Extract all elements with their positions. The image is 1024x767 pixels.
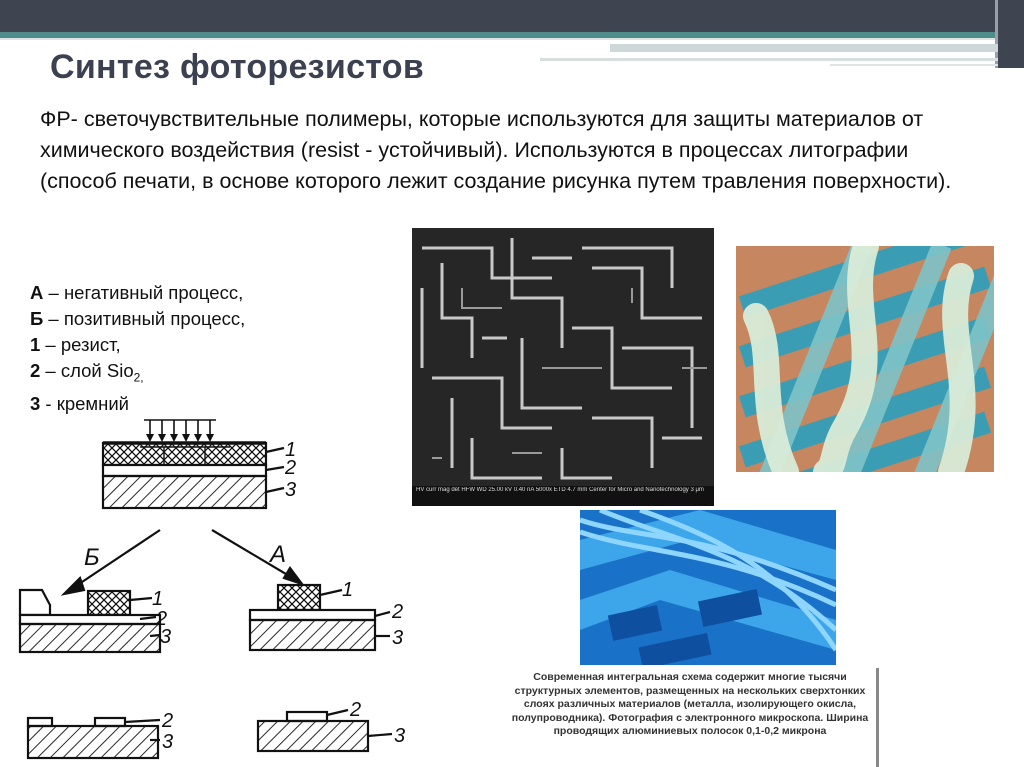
top-bar [0, 0, 1024, 32]
legend-item: 3 - кремний [30, 392, 130, 414]
label-3: 3 [394, 725, 406, 747]
label-3: 3 [392, 627, 404, 649]
photo-caption: Современная интегральная схема содержит многие тысячи структурных элементов, размещенных на нескольких сверхтонких слоях различных материалов (металла, изолирующего окисла, полупроводника). Фотография с электронного микроскопа. Ширина проводящих алюминиевых полосок 0,1-0,2 микрона [511, 671, 869, 737]
sem-info-bar: HV curr mag det HFW WD 25.00 kV 0.40 nA 5000x ETD 4.7 mm Center for Micro and Nanotechnology 3 μm [416, 487, 704, 493]
decor-stripe [540, 58, 998, 61]
label-1: 1 [152, 588, 164, 610]
label-1: 1 [342, 579, 354, 601]
slide-title: Синтез фоторезистов [50, 48, 425, 86]
label-2: 2 [392, 601, 404, 623]
scale-label: 3 μm [690, 487, 704, 493]
legend [30, 280, 245, 417]
intro-text: ФР- светочувствительные полимеры, которые используются для защиты материалов от химического воздействия (resist - устойчивый). Используются в процессах литографии (способ печати, в основе которого лежит создание рисунка путем травления поверхности). [40, 107, 952, 193]
label-2: 2 [162, 710, 174, 732]
label-2: 2 [156, 608, 168, 630]
label-2: 2 [350, 699, 362, 721]
photo-caption-box [500, 665, 880, 767]
label-a: А [270, 541, 287, 568]
legend-item: 2 – слой Sio$_{2,}$ [30, 360, 144, 385]
label-b: Б [84, 544, 100, 571]
sem-circuit-photo [412, 228, 714, 506]
label-3: 3 [162, 731, 174, 753]
label-3: 3 [160, 626, 172, 648]
color-sem-photo [736, 246, 994, 472]
legend-item: А – негативный процесс, [30, 282, 244, 303]
label-2: 2 [285, 457, 297, 479]
corner-block [998, 0, 1024, 68]
label-3: 3 [285, 479, 297, 501]
decor-stripe [610, 44, 998, 52]
blue-circuit-photo [580, 510, 836, 670]
legend-item: Б – позитивный процесс, [30, 308, 246, 329]
label-1: 1 [285, 439, 297, 461]
decor-stripe [830, 64, 998, 66]
caption-divider [876, 668, 879, 767]
legend-item: 1 – резист, [30, 334, 121, 355]
top-light-line [0, 38, 1024, 40]
lithography-diagram [0, 400, 420, 767]
